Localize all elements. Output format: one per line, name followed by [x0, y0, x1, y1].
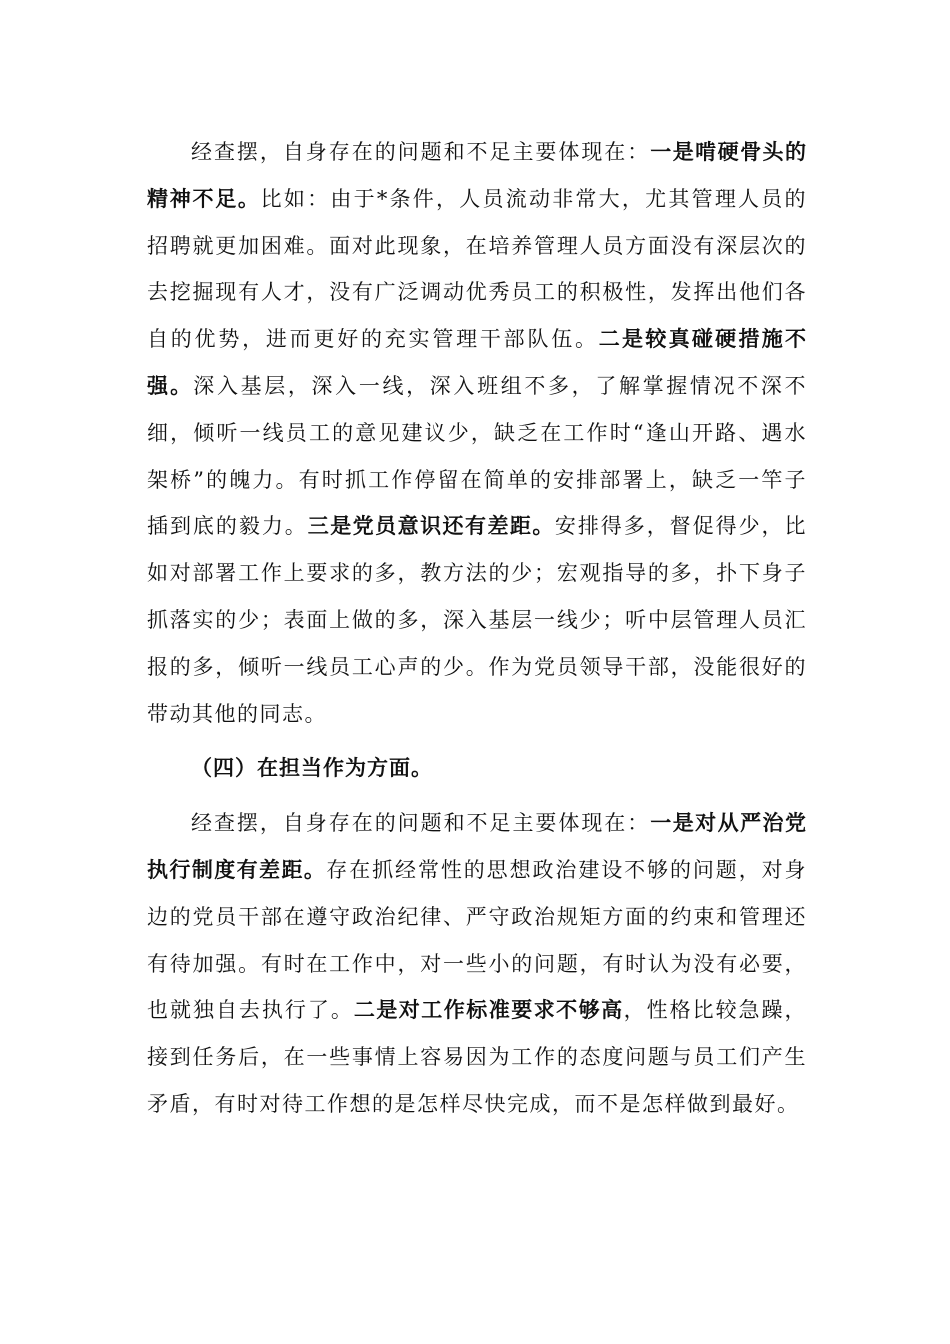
- paragraph-responsibility-problems: [147, 800, 807, 1128]
- text-segment: 经查摆，自身存在的问题和不足主要体现在：: [191, 811, 651, 836]
- text-segment: 比如：由于*条件，人员流动非常大，尤其管理人员的招聘就更加困难。面对此现象，在培养管理人员方面没有深层次的去挖掘现有人才，没有广泛调动优秀员工的积极性，发挥出他们各自的优势，进而更好的充实管理干部队伍。: [147, 186, 808, 352]
- bold-point-one: 一是对从严治党执行制度有差距。: [147, 811, 808, 882]
- bold-point-three: 三是党员意识还有差距。: [307, 514, 555, 539]
- text-segment: ，性格比较急躁，接到任务后，在一些事情上容易因为工作的态度问题与员工们产生矛盾，有时对待工作想的是怎样尽快完成，而不是怎样做到最好。: [147, 998, 808, 1116]
- text-segment: 经查摆，自身存在的问题和不足主要体现在：: [191, 140, 651, 164]
- text-segment: 存在抓经常性的思想政治建设不够的问题，对身边的党员干部在遵守政治纪律、严守政治规矩方面的约束和管理还有待加强。有时在工作中，对一些小的问题，有时认为没有必要，也就独自去执行了。: [147, 857, 808, 1023]
- bold-point-two: 二是较真碰硬措施不强。: [147, 327, 808, 398]
- text-segment: 安排得多，督促得少，比如对部署工作上要求的多，教方法的少；宏观指导的多，扑下身子抓落实的少；表面上做的多，深入基层一线少；听中层管理人员汇报的多，倾听一线员工心声的少。作为党员领导干部，没能很好的带动其他的同志。: [147, 514, 808, 726]
- section-heading-text: （四）在担当作为方面。: [191, 756, 433, 781]
- document-body: [147, 129, 807, 1128]
- bold-point-two: 二是对工作标准要求不够高: [353, 998, 624, 1023]
- paragraph-attitude-problems: [147, 129, 807, 737]
- section-heading: [147, 745, 807, 792]
- text-segment: 深入基层，深入一线，深入班组不多，了解掌握情况不深不细，倾听一线员工的意见建议少，缺乏在工作时“逢山开路、遇水架桥”的魄力。有时抓工作停留在简单的安排部署上，缺乏一竿子插到底的毅力。: [147, 373, 807, 539]
- bold-point-one: 一是啃硬骨头的精神不足。: [147, 140, 808, 211]
